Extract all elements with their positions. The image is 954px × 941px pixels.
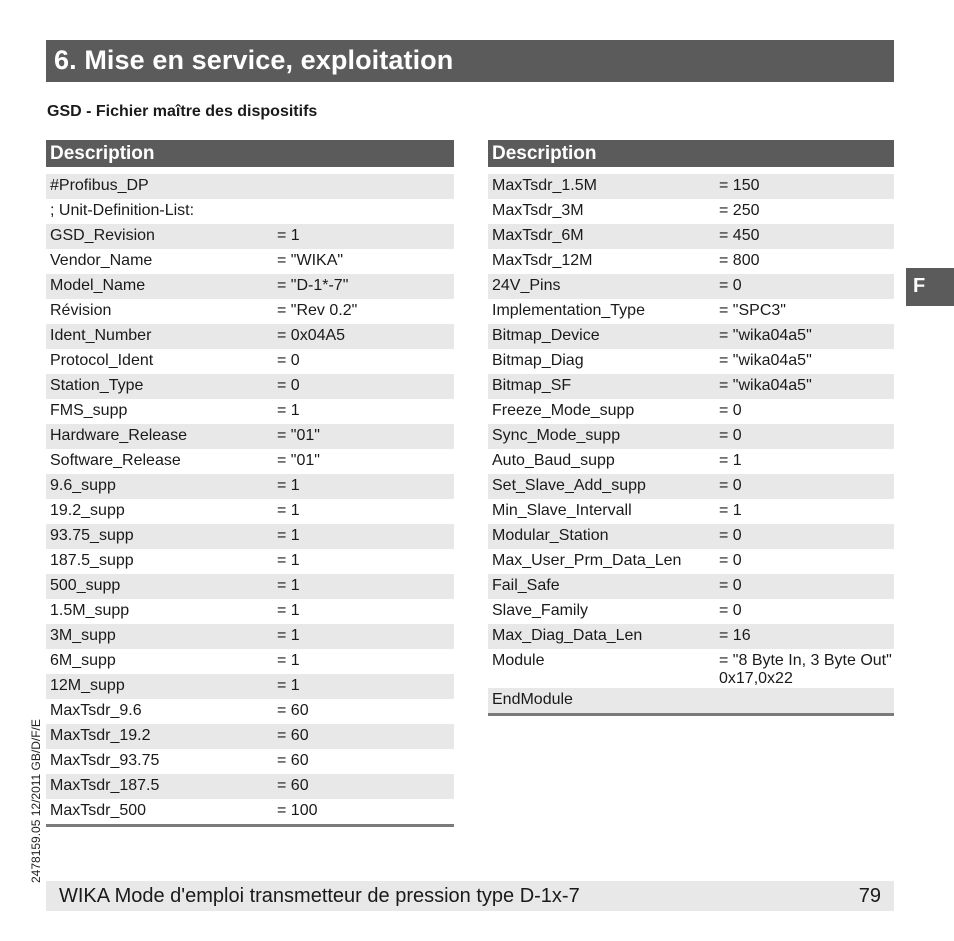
table-row — [488, 574, 894, 599]
table-row — [46, 274, 454, 299]
row-key: Bitmap_Device — [492, 327, 600, 344]
row-value: = "wika04a5" — [719, 327, 812, 344]
section-title-bar — [46, 40, 894, 82]
row-value: = 1 — [277, 602, 300, 619]
left-table — [46, 140, 454, 827]
table-row — [488, 449, 894, 474]
table-row — [46, 624, 454, 649]
table-row — [46, 574, 454, 599]
row-key: MaxTsdr_3M — [492, 202, 584, 219]
row-value: = 1 — [277, 577, 300, 594]
row-key: GSD_Revision — [50, 227, 155, 244]
row-value: = "WIKA" — [277, 252, 344, 269]
row-key: Modular_Station — [492, 527, 609, 544]
row-key: Révision — [50, 302, 112, 319]
row-value: = "Rev 0.2" — [277, 302, 358, 319]
row-key: 3M_supp — [50, 627, 116, 644]
row-value: = "D-1*-7" — [277, 277, 349, 294]
row-value: = 100 — [277, 802, 318, 819]
table-row — [488, 624, 894, 649]
row-key: 500_supp — [50, 577, 121, 594]
row-value: = 0 — [719, 427, 742, 444]
table-row — [488, 474, 894, 499]
table-row — [488, 274, 894, 299]
row-key: Max_Diag_Data_Len — [492, 627, 643, 644]
row-value: = 0 — [719, 402, 742, 419]
table-row — [46, 649, 454, 674]
row-key: Implementation_Type — [492, 302, 645, 319]
row-value: = 150 — [719, 177, 760, 194]
table-row — [488, 424, 894, 449]
row-value: = 1 — [277, 402, 300, 419]
footer — [46, 881, 894, 911]
row-key: 93.75_supp — [50, 527, 134, 544]
table-row — [488, 399, 894, 424]
row-key: Module — [492, 652, 545, 669]
row-key: Protocol_Ident — [50, 352, 154, 369]
row-key: EndModule — [492, 691, 573, 708]
row-key: 1.5M_supp — [50, 602, 130, 619]
row-key: 19.2_supp — [50, 502, 125, 519]
row-key: Software_Release — [50, 452, 181, 469]
table-row — [46, 799, 454, 824]
row-value: = 250 — [719, 202, 760, 219]
row-value: = 1 — [719, 452, 742, 469]
row-value: = "8 Byte In, 3 Byte Out" 0x17,0x22 — [719, 652, 892, 687]
row-value: = 16 — [719, 627, 751, 644]
table-row — [46, 424, 454, 449]
right-table-rows — [488, 174, 894, 716]
page-title: 6. Mise en service, exploitation — [54, 45, 454, 75]
row-key: MaxTsdr_6M — [492, 227, 584, 244]
table-row — [46, 374, 454, 399]
row-key: MaxTsdr_500 — [50, 802, 147, 819]
table-row — [46, 299, 454, 324]
table-row — [46, 724, 454, 749]
row-key: MaxTsdr_1.5M — [492, 177, 597, 194]
row-key: 24V_Pins — [492, 277, 561, 294]
row-key: Ident_Number — [50, 327, 152, 344]
row-value: = 1 — [277, 552, 300, 569]
row-value: = 1 — [277, 527, 300, 544]
row-key: Model_Name — [50, 277, 146, 294]
row-value: = "wika04a5" — [719, 352, 812, 369]
table-row — [46, 199, 454, 224]
table-row — [488, 374, 894, 399]
row-value: = 60 — [277, 752, 309, 769]
table-row — [46, 749, 454, 774]
row-key: Vendor_Name — [50, 252, 153, 269]
table-row — [46, 524, 454, 549]
row-value: = "01" — [277, 427, 320, 444]
row-key: Freeze_Mode_supp — [492, 402, 635, 419]
table-row — [488, 224, 894, 249]
table-row — [488, 324, 894, 349]
row-value — [719, 691, 894, 713]
row-value: = 1 — [277, 677, 300, 694]
right-table — [488, 140, 894, 716]
row-key: Hardware_Release — [50, 427, 187, 444]
row-value: = 0 — [719, 577, 742, 594]
page-number: 79 — [858, 885, 881, 907]
row-value: = 60 — [277, 702, 309, 719]
row-key: MaxTsdr_187.5 — [50, 777, 160, 794]
row-key: Fail_Safe — [492, 577, 560, 594]
table-row — [46, 399, 454, 424]
row-value: = "01" — [277, 452, 320, 469]
right-table-heading: Description — [488, 140, 894, 167]
subtitle: GSD - Fichier maître des dispositifs — [47, 103, 318, 120]
left-table-heading: Description — [46, 140, 454, 167]
row-key: Max_User_Prm_Data_Len — [492, 552, 682, 569]
row-key: 187.5_supp — [50, 552, 134, 569]
row-key: Min_Slave_Intervall — [492, 502, 632, 519]
row-value: = 60 — [277, 727, 309, 744]
table-row — [488, 249, 894, 274]
row-key: Bitmap_Diag — [492, 352, 584, 369]
row-value: = 1 — [719, 502, 742, 519]
row-key: #Profibus_DP — [50, 177, 149, 194]
table-row — [46, 224, 454, 249]
row-key: Set_Slave_Add_supp — [492, 477, 646, 494]
row-value: = 1 — [277, 627, 300, 644]
row-key: MaxTsdr_19.2 — [50, 727, 151, 744]
document-code: 2478159.05 12/2011 GB/D/F/E — [29, 719, 43, 883]
table-row — [46, 174, 454, 199]
row-key: FMS_supp — [50, 402, 128, 419]
row-value: = 0 — [719, 602, 742, 619]
language-tab — [906, 268, 954, 306]
row-key: Station_Type — [50, 377, 144, 394]
table-row — [488, 174, 894, 199]
row-value: = 0 — [277, 377, 300, 394]
table-row — [488, 599, 894, 624]
row-value: = "wika04a5" — [719, 377, 812, 394]
left-table-rows — [46, 174, 454, 827]
table-row — [46, 774, 454, 799]
table-row — [46, 474, 454, 499]
row-key: MaxTsdr_93.75 — [50, 752, 160, 769]
row-value — [277, 202, 454, 224]
table-row — [488, 499, 894, 524]
table-row — [46, 599, 454, 624]
row-value: = 60 — [277, 777, 309, 794]
row-key: Auto_Baud_supp — [492, 452, 615, 469]
row-value: = 1 — [277, 227, 300, 244]
row-key: Bitmap_SF — [492, 377, 572, 394]
row-value: = 0 — [719, 527, 742, 544]
row-key: Slave_Family — [492, 602, 589, 619]
row-key: 6M_supp — [50, 652, 116, 669]
table-row — [46, 349, 454, 374]
row-value: = 800 — [719, 252, 760, 269]
row-value: = 450 — [719, 227, 760, 244]
footer-text: WIKA Mode d'emploi transmetteur de pression type D-1x-7 — [59, 885, 580, 907]
row-value: = 0 — [719, 477, 742, 494]
row-key: 12M_supp — [50, 677, 125, 694]
row-value: = 0x04A5 — [277, 327, 346, 344]
row-key: MaxTsdr_12M — [492, 252, 593, 269]
row-value — [277, 177, 454, 199]
table-row — [488, 524, 894, 549]
row-value: = 1 — [277, 652, 300, 669]
table-row — [46, 499, 454, 524]
table-row — [46, 674, 454, 699]
row-key: ; Unit-Definition-List: — [50, 202, 195, 219]
table-row — [488, 349, 894, 374]
row-value: = 0 — [719, 277, 742, 294]
row-value: = 0 — [719, 552, 742, 569]
row-key: Sync_Mode_supp — [492, 427, 621, 444]
table-row — [46, 549, 454, 574]
table-row — [46, 449, 454, 474]
row-value: = "SPC3" — [719, 302, 786, 319]
table-row — [488, 299, 894, 324]
row-value: = 1 — [277, 477, 300, 494]
table-row — [488, 199, 894, 224]
row-key: 9.6_supp — [50, 477, 116, 494]
row-value: = 0 — [277, 352, 300, 369]
table-row — [46, 324, 454, 349]
table-row — [488, 649, 894, 688]
row-key: MaxTsdr_9.6 — [50, 702, 142, 719]
language-tab-label: F — [913, 275, 926, 297]
table-row — [46, 699, 454, 724]
table-row — [46, 249, 454, 274]
table-row — [488, 688, 894, 713]
table-row — [488, 549, 894, 574]
row-value: = 1 — [277, 502, 300, 519]
